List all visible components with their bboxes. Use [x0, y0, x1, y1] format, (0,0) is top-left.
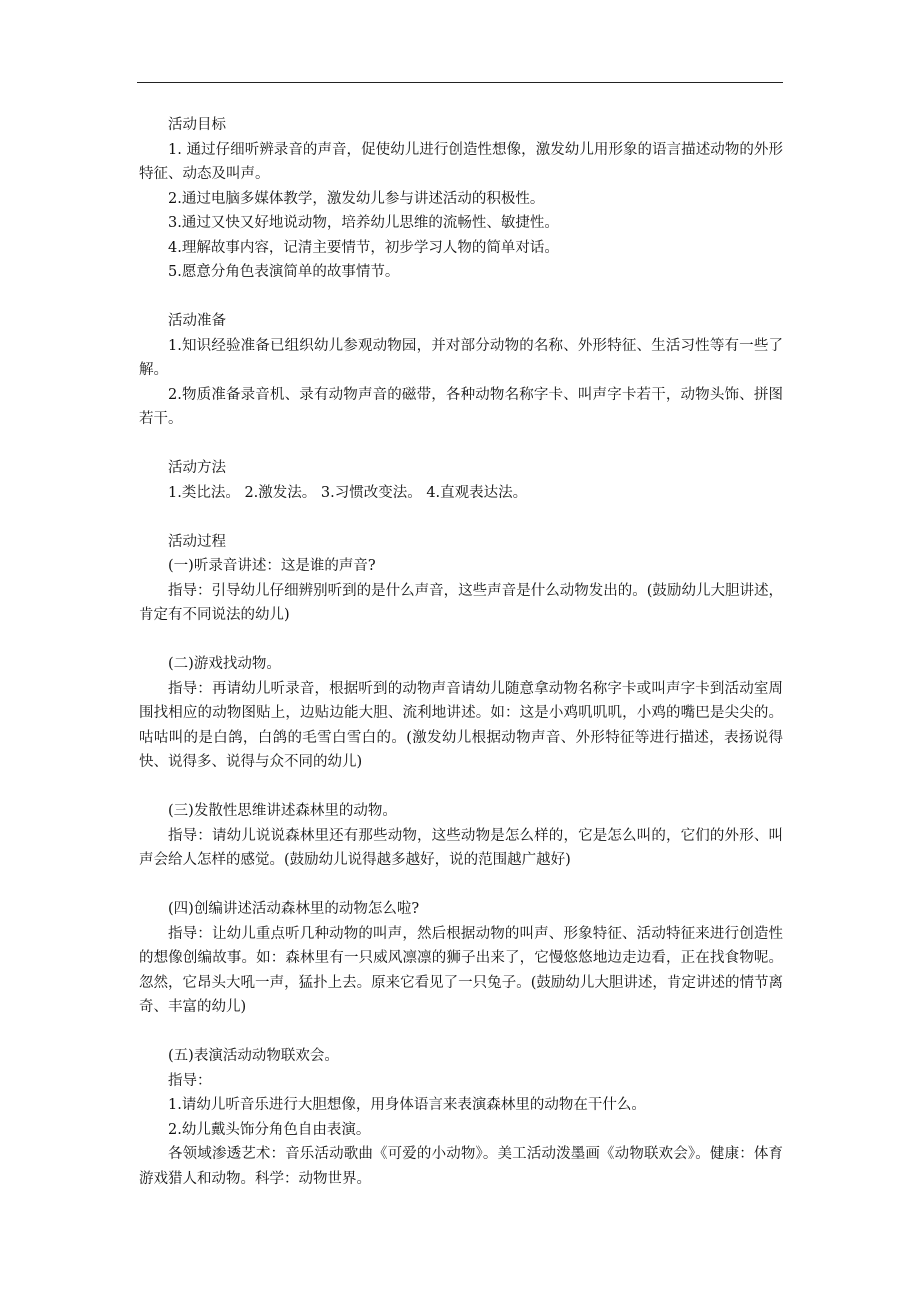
section-title: 活动目标 — [168, 117, 226, 133]
section-step-5 — [139, 1044, 783, 1191]
paragraph: 1. 通过仔细听辨录音的声音，促使幼儿进行创造性想像，激发幼儿用形象的语言描述动物的外形特征、动态及叫声。 — [139, 141, 783, 182]
section-step-2 — [139, 652, 783, 775]
step-heading: (五)表演活动动物联欢会。 — [168, 1048, 339, 1064]
section-title: 活动准备 — [168, 313, 226, 329]
step-heading: (四)创编讲述活动森林里的动物怎么啦? — [168, 901, 420, 917]
section-title: 活动方法 — [168, 460, 226, 476]
cross-domain-note: 各领域渗透艺术：音乐活动歌曲《可爱的小动物》。美工活动泼墨画《动物联欢会》。健康：体育游戏猎人和动物。科学：动物世界。 — [139, 1146, 783, 1187]
step-guidance: 指导：引导幼儿仔细辨别听到的是什么声音，这些声音是什么动物发出的。(鼓励幼儿大胆讲述，肯定有不同说法的幼儿) — [139, 582, 783, 623]
step-heading: (三)发散性思维讲述森林里的动物。 — [168, 803, 397, 819]
section-activity-process — [139, 530, 783, 628]
paragraph: 2.幼儿戴头饰分角色自由表演。 — [168, 1121, 371, 1138]
document-body — [139, 113, 783, 1191]
paragraph: 1.类比法。 2.激发法。 3.习惯改变法。 4.直观表达法。 — [168, 484, 528, 501]
section-title: 活动过程 — [168, 533, 226, 550]
paragraph: 4.理解故事内容，记清主要情节，初步学习人物的简单对话。 — [168, 239, 559, 256]
section-step-3 — [139, 799, 783, 873]
paragraph: 5.愿意分角色表演简单的故事情节。 — [168, 264, 400, 280]
step-guidance: 指导：让幼儿重点听几种动物的叫声，然后根据动物的叫声、形象特征、活动特征来进行创造性的想像创编故事。如：森林里有一只威风凛凛的狮子出来了，它慢悠悠地边走边看，正在找食物呢。忽然，它昂头大吼一声，猛扑上去。原来它看见了一只兔子。(鼓励幼儿大胆讲述，肯定讲述的情节离奇、丰富的幼儿) — [139, 925, 783, 1015]
step-heading: (二)游戏找动物。 — [168, 656, 281, 672]
header-rule — [137, 82, 783, 83]
paragraph: 3.通过又快又好地说动物，培养幼儿思维的流畅性、敏捷性。 — [168, 215, 559, 231]
paragraph: 2.通过电脑多媒体教学，激发幼儿参与讲述活动的积极性。 — [168, 190, 545, 207]
paragraph: 1.请幼儿听音乐进行大胆想像，用身体语言来表演森林里的动物在干什么。 — [168, 1097, 646, 1113]
paragraph: 1.知识经验准备已组织幼儿参观动物园，并对部分动物的名称、外形特征、生活习性等有一些了解。 — [139, 337, 783, 378]
section-step-4 — [139, 897, 783, 1020]
step-guidance: 指导： — [168, 1072, 212, 1089]
step-guidance: 指导：再请幼儿听录音，根据听到的动物声音请幼儿随意拿动物名称字卡或叫声字卡到活动室周围找相应的动物图贴上，边贴边能大胆、流利地讲述。如：这是小鸡叽叽叽，小鸡的嘴巴是尖尖的。咕咕叫的是白鸽，白鸽的毛雪白雪白的。(激发幼儿根据动物声音、外形特征等进行描述，表扬说得快、说得多、说得与众不同的幼儿) — [139, 680, 783, 770]
paragraph: 2.物质准备录音机、录有动物声音的磁带，各种动物名称字卡、叫声字卡若干，动物头饰、拼图若干。 — [139, 386, 783, 427]
step-guidance: 指导：请幼儿说说森林里还有那些动物，这些动物是怎么样的，它是怎么叫的，它们的外形、叫声会给人怎样的感觉。(鼓励幼儿说得越多越好，说的范围越广越好) — [139, 827, 783, 868]
section-activity-methods — [139, 456, 783, 505]
section-activity-goals — [139, 113, 783, 285]
step-heading: (一)听录音讲述：这是谁的声音? — [168, 558, 376, 574]
section-activity-preparation — [139, 309, 783, 432]
